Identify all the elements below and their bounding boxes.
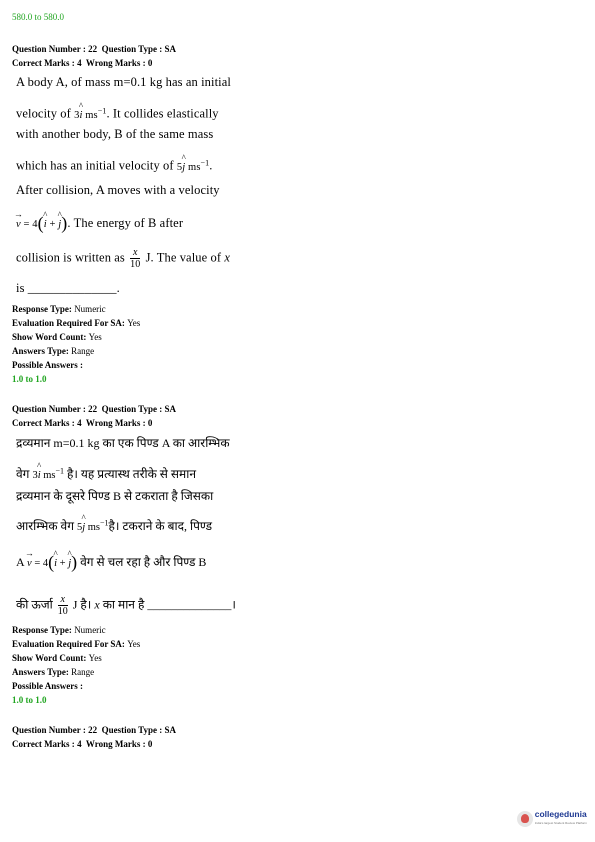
response-type-value: Numeric bbox=[74, 304, 106, 314]
v1-coef: 3 bbox=[32, 470, 38, 481]
question-number-row bbox=[12, 42, 176, 56]
unit-exp: −1 bbox=[55, 466, 65, 476]
q1-line-5: After collision, A moves with a velocity bbox=[16, 183, 220, 197]
answers-type-label: Answers Type: bbox=[12, 667, 69, 677]
j-hat: ^ j bbox=[58, 219, 61, 230]
header-range: 580.0 to 580.0 bbox=[12, 12, 65, 22]
qtype-label: Question Type : bbox=[101, 44, 163, 54]
response-type-value: Numeric bbox=[74, 625, 106, 635]
logo-title: collegedunia bbox=[534, 809, 587, 819]
i-hat: ^ i bbox=[80, 110, 83, 121]
possible-answers-value: 1.0 to 1.0 bbox=[12, 374, 47, 384]
q2-text: A bbox=[16, 555, 25, 569]
correct-marks-label: Correct Marks : bbox=[12, 739, 75, 749]
v2-expr bbox=[76, 518, 109, 533]
q1-text: . It collides elastically bbox=[106, 106, 219, 121]
possible-answers-label: Possible Answers : bbox=[12, 360, 84, 370]
v2-coef: 5 bbox=[176, 161, 183, 173]
qtype-label: Question Type : bbox=[101, 725, 163, 735]
eq-4: = 4 bbox=[34, 558, 49, 569]
q2-text: का मान है ______________। bbox=[102, 597, 236, 612]
q2-text: है। टकराने के बाद, पिण्ड bbox=[108, 519, 212, 533]
logo-subtitle: India's largest Student Review Platform bbox=[534, 821, 587, 825]
possible-answers-value: 1.0 to 1.0 bbox=[12, 695, 47, 705]
word-count-label: Show Word Count: bbox=[12, 653, 87, 663]
q2-line-2 bbox=[16, 465, 196, 482]
qnum-label: Question Number : bbox=[12, 44, 86, 54]
q2-text: J है। bbox=[72, 597, 92, 612]
answers-type-value: Range bbox=[71, 667, 95, 677]
q1-line-4: which has an initial velocity of 5^ j $ms^{-1}$. bbox=[16, 158, 212, 174]
q2-line-5 bbox=[16, 552, 206, 573]
question-meta-2 bbox=[12, 402, 176, 430]
var-x: x bbox=[224, 250, 231, 265]
q2-text: वेग bbox=[16, 467, 30, 481]
q2-line-1: द्रव्यमान m=0.1 kg का एक पिण्ड A का आरम्भिक bbox=[16, 436, 230, 450]
x-over-10 bbox=[130, 247, 140, 270]
i-hat: ^ i bbox=[38, 470, 41, 481]
unit: ms bbox=[188, 161, 201, 173]
q1-line-6 bbox=[16, 213, 183, 234]
q1-text: J. The value of bbox=[145, 250, 222, 265]
q1-text: . The energy of B after bbox=[67, 216, 184, 230]
plus: + bbox=[59, 558, 66, 569]
qtype-value: SA bbox=[164, 725, 177, 735]
response-type-label: Response Type: bbox=[12, 625, 72, 635]
wrong-marks-value: 0 bbox=[147, 58, 153, 68]
marks-row bbox=[12, 737, 176, 751]
unit: ms bbox=[43, 470, 56, 481]
eval-label: Evaluation Required For SA: bbox=[12, 639, 125, 649]
word-count-label: Show Word Count: bbox=[12, 332, 87, 342]
eval-value: Yes bbox=[127, 639, 141, 649]
unit: ms bbox=[87, 522, 101, 533]
i-hat: ^ i bbox=[44, 219, 47, 230]
q1-text: collision is written as bbox=[16, 250, 125, 265]
unit: ms bbox=[85, 109, 98, 121]
response-meta-2 bbox=[12, 623, 140, 707]
q1-text: velocity of bbox=[16, 106, 71, 121]
wrong-marks-value: 0 bbox=[147, 739, 153, 749]
unit-exp: −1 bbox=[200, 158, 210, 167]
frac-num: x bbox=[58, 594, 68, 606]
i-hat: ^ i bbox=[54, 558, 57, 569]
j-hat: ^ j bbox=[82, 522, 85, 533]
v-vector: → v bbox=[27, 558, 32, 569]
question-number-row bbox=[12, 402, 176, 416]
q2-line-3: द्रव्यमान के दूसरे पिण्ड B से टकराता है जिसका bbox=[16, 489, 214, 503]
wrong-marks-value: 0 bbox=[147, 418, 153, 428]
plus: + bbox=[49, 219, 56, 230]
marks-row bbox=[12, 56, 176, 70]
question-meta-1 bbox=[12, 42, 176, 70]
question-number-row bbox=[12, 723, 176, 737]
collegedunia-logo bbox=[517, 810, 587, 828]
correct-marks-label: Correct Marks : bbox=[12, 418, 75, 428]
correct-marks-label: Correct Marks : bbox=[12, 58, 75, 68]
q1-line-2 bbox=[16, 106, 219, 122]
q1-line-3: with another body, B of the same mass bbox=[16, 127, 214, 141]
v2-coef: 5 bbox=[76, 522, 83, 533]
v-vector: → v bbox=[16, 219, 21, 230]
var-x: x bbox=[94, 597, 100, 612]
j-hat: ^ j bbox=[182, 162, 185, 173]
qnum-label: Question Number : bbox=[12, 725, 86, 735]
word-count-value: Yes bbox=[88, 653, 102, 663]
answers-type-value: Range bbox=[71, 346, 95, 356]
x-over-10 bbox=[58, 594, 68, 617]
v2-expr bbox=[176, 158, 210, 173]
v1-expr bbox=[32, 466, 65, 481]
qtype-value: SA bbox=[164, 44, 177, 54]
word-count-value: Yes bbox=[88, 332, 102, 342]
frac-den: 10 bbox=[130, 259, 141, 270]
qnum-value: 22 bbox=[88, 44, 98, 54]
response-meta-1 bbox=[12, 302, 140, 386]
q1-line-8: is ______________. bbox=[16, 281, 120, 295]
j-hat: ^ j bbox=[68, 558, 71, 569]
velocity-expr: → v = 4(^ i + ^ j) bbox=[16, 219, 67, 230]
wrong-marks-label: Wrong Marks : bbox=[85, 418, 146, 428]
eq-4: = 4 bbox=[23, 219, 38, 230]
eval-value: Yes bbox=[127, 318, 141, 328]
wrong-marks-label: Wrong Marks : bbox=[85, 739, 146, 749]
mascot-icon bbox=[517, 811, 533, 827]
q2-line-4 bbox=[16, 517, 212, 534]
q1-text: which has an initial velocity of bbox=[16, 158, 174, 173]
q2-text: आरम्भिक वेग bbox=[16, 519, 74, 533]
marks-row bbox=[12, 416, 176, 430]
possible-answers-label: Possible Answers : bbox=[12, 681, 84, 691]
frac-den: 10 bbox=[57, 606, 68, 617]
q2-line-6 bbox=[16, 594, 236, 617]
qnum-value: 22 bbox=[88, 725, 98, 735]
correct-marks-value: 4 bbox=[77, 418, 82, 428]
v1-coef: 3 bbox=[74, 109, 80, 121]
wrong-marks-label: Wrong Marks : bbox=[85, 58, 146, 68]
qtype-label: Question Type : bbox=[101, 404, 163, 414]
qnum-value: 22 bbox=[88, 404, 98, 414]
question-meta-3 bbox=[12, 723, 176, 751]
answers-type-label: Answers Type: bbox=[12, 346, 69, 356]
unit-exp: −1 bbox=[97, 106, 107, 115]
correct-marks-value: 4 bbox=[77, 739, 82, 749]
correct-marks-value: 4 bbox=[77, 58, 82, 68]
q2-text: है। यह प्रत्यास्थ तरीके से समान bbox=[67, 467, 196, 481]
frac-num: x bbox=[130, 247, 140, 259]
q2-text: वेग से चल रहा है और पिण्ड B bbox=[80, 555, 207, 569]
response-type-label: Response Type: bbox=[12, 304, 72, 314]
qnum-label: Question Number : bbox=[12, 404, 86, 414]
v1-expr bbox=[74, 106, 107, 121]
q2-text: की ऊर्जा bbox=[16, 597, 53, 612]
velocity-expr: → v = 4(^ i + ^ j) bbox=[27, 558, 77, 569]
q1-line-1: A body A, of mass m=0.1 kg has an initial bbox=[16, 75, 231, 89]
eval-label: Evaluation Required For SA: bbox=[12, 318, 125, 328]
unit-exp: −1 bbox=[100, 518, 109, 528]
qtype-value: SA bbox=[164, 404, 177, 414]
logo-text bbox=[535, 810, 587, 828]
q1-line-7 bbox=[16, 247, 230, 270]
